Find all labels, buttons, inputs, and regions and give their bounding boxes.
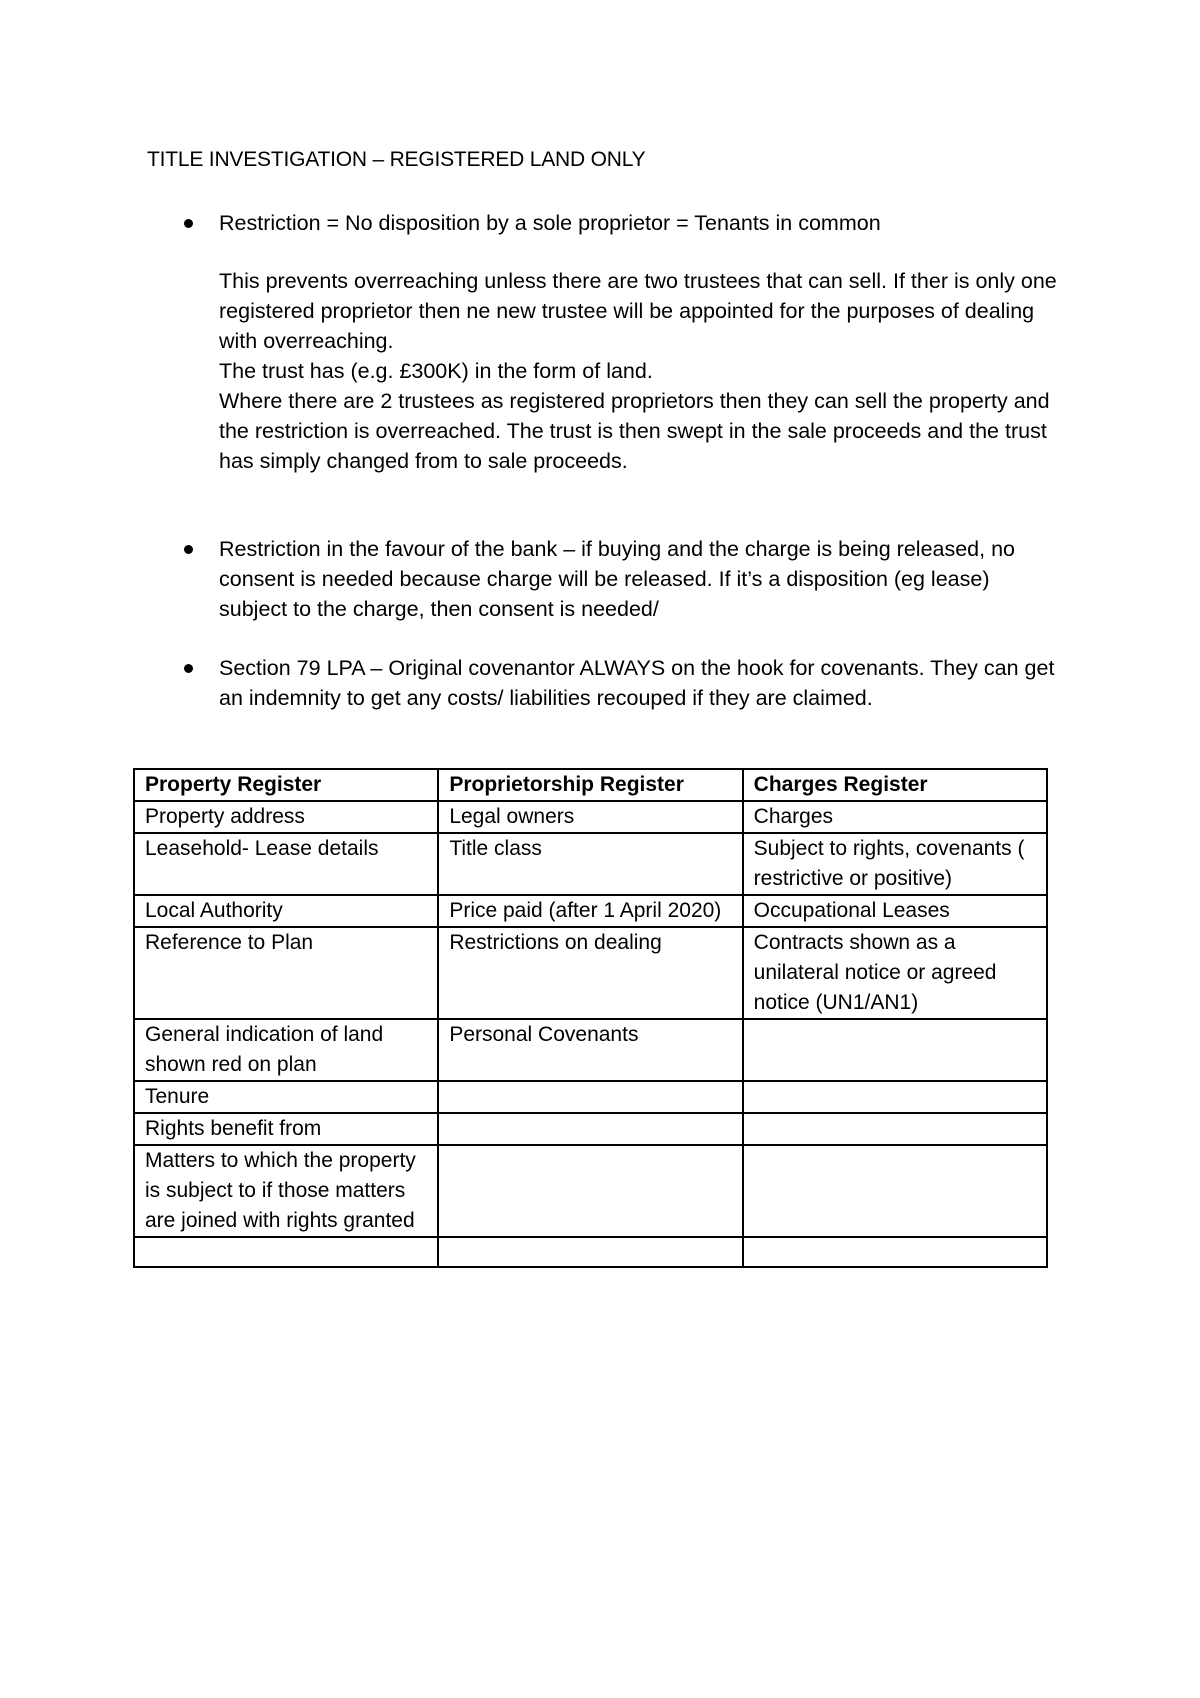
table-cell — [743, 1113, 1047, 1145]
table-row — [134, 1019, 1047, 1081]
table-cell — [134, 1237, 438, 1267]
table-cell: Local Authority — [134, 895, 438, 927]
table-cell: Personal Covenants — [438, 1019, 742, 1081]
table-row — [134, 1145, 1047, 1237]
table-header-row — [134, 769, 1047, 801]
table-cell: Title class — [438, 833, 742, 895]
table-row — [134, 833, 1047, 895]
table-cell: Matters to which the property is subject to if those matters are joined with rights granted — [134, 1145, 438, 1237]
table-row — [134, 1237, 1047, 1267]
header-cell-proprietorship-register: Proprietorship Register — [438, 769, 742, 801]
table-row — [134, 1081, 1047, 1113]
table-cell — [743, 1145, 1047, 1237]
table-cell — [438, 1237, 742, 1267]
bullet-text — [219, 534, 1059, 624]
table-cell — [743, 1237, 1047, 1267]
bullet-paragraph: Restriction in the favour of the bank – if buying and the charge is being released, no consent is needed because charge will be released. If it’s a disposition (eg lease) subject to the charge, then consent is needed/ — [219, 537, 1016, 621]
bullet-icon — [184, 219, 193, 228]
bullet-text — [219, 653, 1059, 713]
table-cell — [438, 1145, 742, 1237]
table-cell — [743, 1019, 1047, 1081]
header-cell-charges-register: Charges Register — [743, 769, 1047, 801]
bullet-paragraph: Where there are 2 trustees as registered proprietors then they can sell the property and the restriction is overreached. The trust is then swept in the sale proceeds and the trust has simply changed from to sale proceeds. — [219, 389, 1050, 473]
table-cell — [438, 1081, 742, 1113]
table-cell: Leasehold- Lease details — [134, 833, 438, 895]
table-row — [134, 895, 1047, 927]
table-row — [134, 927, 1047, 1019]
table-cell: Contracts shown as a unilateral notice or agreed notice (UN1/AN1) — [743, 927, 1047, 1019]
bullet-icon — [184, 545, 193, 554]
table-row — [134, 801, 1047, 833]
table-cell: Reference to Plan — [134, 927, 438, 1019]
bullet-paragraph: Section 79 LPA – Original covenantor ALWAYS on the hook for covenants. They can get an indemnity to get any costs/ liabilities recouped if they are claimed. — [219, 656, 1055, 710]
table-cell — [438, 1113, 742, 1145]
table-cell: Charges — [743, 801, 1047, 833]
bullet-icon — [184, 664, 193, 673]
bullet-paragraph: Restriction = No disposition by a sole proprietor = Tenants in common — [219, 211, 881, 235]
table-cell: Rights benefit from — [134, 1113, 438, 1145]
table-cell: Occupational Leases — [743, 895, 1047, 927]
table-cell: Property address — [134, 801, 438, 833]
document-title: TITLE INVESTIGATION – REGISTERED LAND ONLY — [147, 148, 646, 171]
bullet-text — [219, 208, 1059, 476]
table-row — [134, 1113, 1047, 1145]
table-cell: General indication of land shown red on plan — [134, 1019, 438, 1081]
registers-table — [133, 768, 1048, 1268]
table-cell: Legal owners — [438, 801, 742, 833]
table-cell: Subject to rights, covenants ( restrictive or positive) — [743, 833, 1047, 895]
table-cell: Price paid (after 1 April 2020) — [438, 895, 742, 927]
bullet-paragraph: This prevents overreaching unless there are two trustees that can sell. If ther is only one registered proprietor then ne new trustee will be appointed for the purposes of dealing with overreaching. — [219, 269, 1057, 353]
table-cell: Restrictions on dealing — [438, 927, 742, 1019]
table-cell — [743, 1081, 1047, 1113]
header-cell-property-register: Property Register — [134, 769, 438, 801]
bullet-paragraph: The trust has (e.g. £300K) in the form of land. — [219, 359, 653, 383]
table-cell: Tenure — [134, 1081, 438, 1113]
